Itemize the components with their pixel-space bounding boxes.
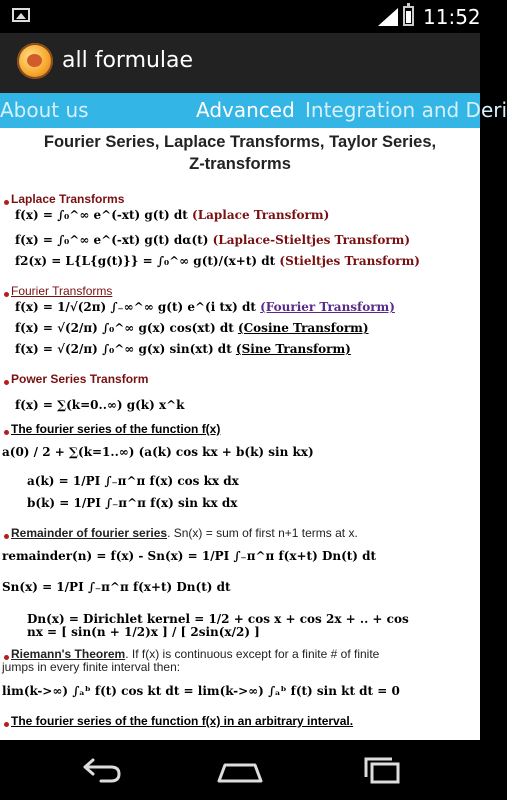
tab-about-us[interactable]: About us bbox=[0, 98, 89, 122]
content-webview[interactable] bbox=[0, 128, 480, 740]
arbitrary-interval-title: The fourier series of the function f(x) in an arbitrary interval. bbox=[11, 714, 354, 728]
home-icon[interactable] bbox=[215, 755, 265, 785]
fourier-series-title: The fourier series of the function f(x) bbox=[11, 422, 221, 436]
laplace-formula-2: f(x) = ∫₀^∞ e^(-xt) g(t) dα(t) (Laplace-Stieltjes Transform) bbox=[15, 233, 411, 247]
bullet-icon bbox=[4, 292, 9, 297]
battery-icon bbox=[403, 6, 414, 26]
cosine-transform-link[interactable]: (Cosine Transform) bbox=[237, 321, 369, 335]
laplace-formula-3: f2(x) = L{L{g(t)}} = ∫₀^∞ g(t)/(x+t) dt (Stieltjes Transform) bbox=[15, 254, 420, 268]
cosine-transform-formula: f(x) = √(2/π) ∫₀^∞ g(x) cos(xt) dt (Cosine Transform) bbox=[15, 321, 369, 335]
app-title: all formulae bbox=[62, 48, 194, 73]
fourier-coef-b: b(k) = 1/PI ∫₋π^π f(x) sin kx dx bbox=[27, 496, 238, 510]
remainder-formula: remainder(n) = f(x) - Sn(x) = 1/PI ∫₋π^π f(x+t) Dn(t) dt bbox=[2, 549, 377, 563]
power-series-title: Power Series Transform bbox=[11, 372, 149, 386]
tab-advanced[interactable]: Advanced bbox=[196, 98, 295, 122]
tab-bar bbox=[0, 93, 507, 128]
bullet-icon bbox=[4, 534, 9, 539]
status-bar bbox=[0, 0, 480, 33]
navigation-bar bbox=[0, 740, 480, 800]
status-clock: 11:52 bbox=[423, 5, 481, 29]
tab-integration[interactable]: Integration and Deri bbox=[305, 98, 507, 122]
sn-formula: Sn(x) = 1/PI ∫₋π^π f(x+t) Dn(t) dt bbox=[2, 580, 231, 594]
fourier-transform-formula: f(x) = 1/√(2π) ∫₋∞^∞ g(t) e^(i tx) dt (Fourier Transform) bbox=[15, 300, 395, 314]
power-series-formula: f(x) = ∑(k=0..∞) g(k) x^k bbox=[15, 398, 185, 412]
laplace-formula-1: f(x) = ∫₀^∞ e^(-xt) g(t) dt (Laplace Transform) bbox=[15, 208, 330, 222]
sine-transform-link[interactable]: (Sine Transform) bbox=[235, 342, 351, 356]
riemann-formula: lim(k->∞) ∫ₐᵇ f(t) cos kt dt = lim(k->∞) ∫ₐᵇ f(t) sin kt dt = 0 bbox=[2, 684, 400, 698]
riemann-desc: jumps in every finite interval then: bbox=[2, 660, 181, 674]
signal-icon bbox=[378, 8, 398, 26]
riemann-header: Riemann's Theorem. If f(x) is continuous except for a finite # of finite bbox=[11, 647, 380, 661]
gallery-notification-icon bbox=[12, 8, 30, 22]
laplace-section-title: Laplace Transforms bbox=[11, 192, 125, 206]
fourier-series-formula: a(0) / 2 + ∑(k=1..∞) (a(k) cos kx + b(k) sin kx) bbox=[2, 445, 314, 459]
fourier-transforms-title[interactable]: Fourier Transforms bbox=[11, 284, 113, 298]
bullet-icon bbox=[4, 380, 9, 385]
fourier-transform-link[interactable]: (Fourier Transform) bbox=[260, 300, 395, 314]
dirichlet-kernel-line1: Dn(x) = Dirichlet kernel = 1/2 + cos x + cos 2x + .. + cos bbox=[27, 612, 409, 626]
bullet-icon bbox=[4, 200, 9, 205]
app-logo-icon[interactable] bbox=[17, 43, 53, 79]
bullet-icon bbox=[4, 722, 9, 727]
dirichlet-kernel-line2: nx = [ sin(n + 1/2)x ] / [ 2sin(x/2) ] bbox=[27, 625, 260, 639]
page-title: Fourier Series, Laplace Transforms, Taylor Series, Z-transforms bbox=[43, 133, 437, 173]
fourier-coef-a: a(k) = 1/PI ∫₋π^π f(x) cos kx dx bbox=[27, 474, 239, 488]
remainder-section-header: Remainder of fourier series. Sn(x) = sum of first n+1 terms at x. bbox=[11, 526, 358, 540]
bullet-icon bbox=[4, 430, 9, 435]
back-icon[interactable] bbox=[75, 755, 125, 785]
recent-apps-icon[interactable] bbox=[358, 755, 408, 785]
sine-transform-formula: f(x) = √(2/π) ∫₀^∞ g(x) sin(xt) dt (Sine Transform) bbox=[15, 342, 351, 356]
